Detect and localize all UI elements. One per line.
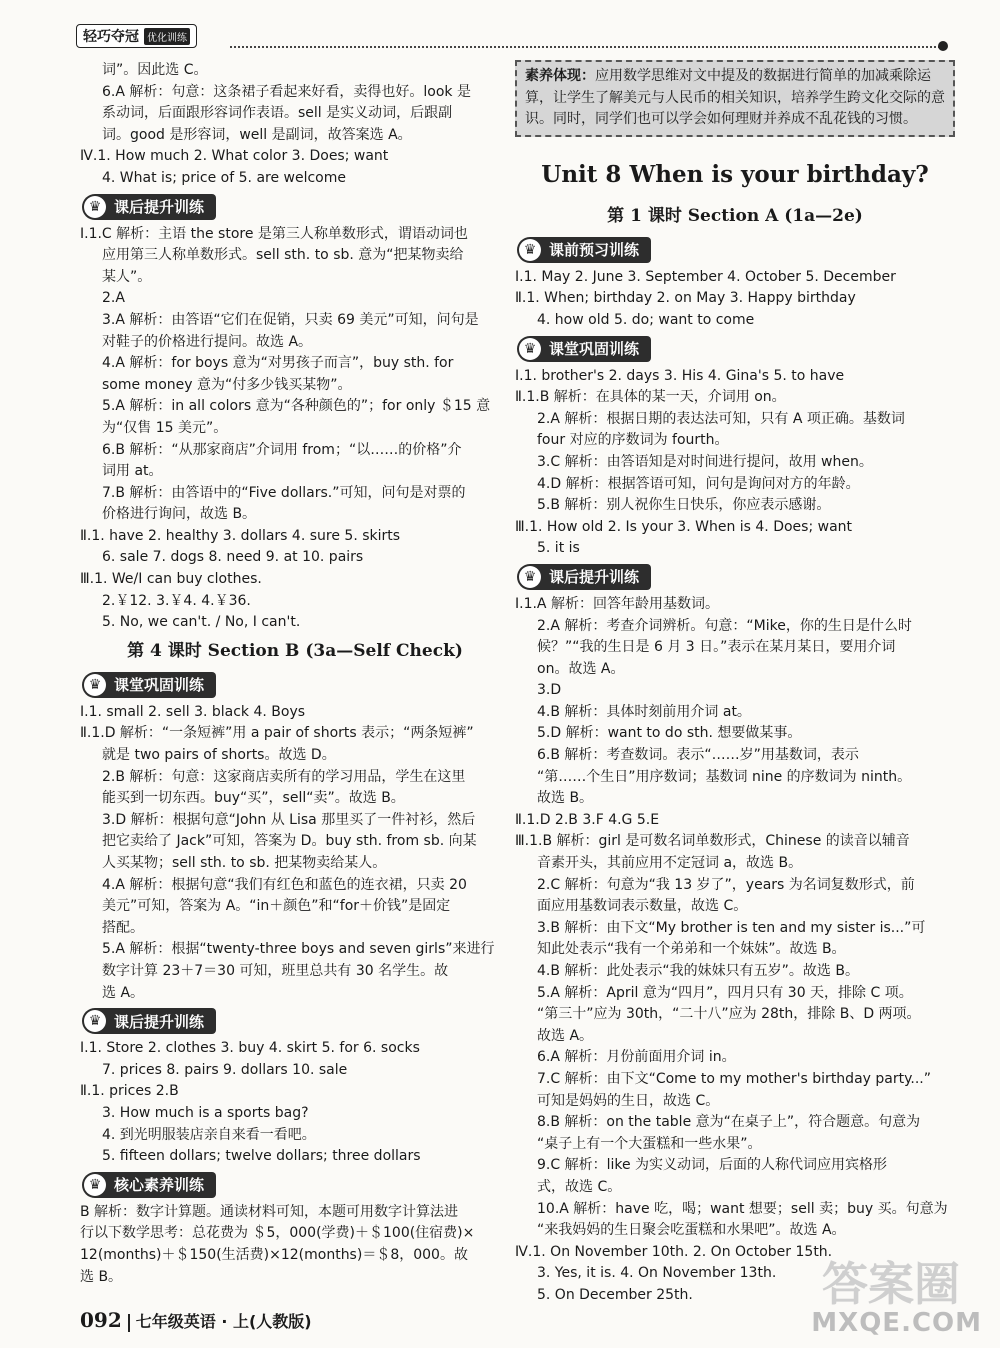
watermark-text: MXQE.COM — [811, 1308, 982, 1338]
answer-line: 搭配。 — [102, 919, 144, 936]
note-box — [515, 60, 955, 137]
answer-line: 某人”。 — [102, 268, 152, 285]
answer-line: “来我妈妈的生日聚会吃蛋糕和水果吧”。故选 A。 — [537, 1222, 846, 1239]
answer-line: 6. sale 7. dogs 8. need 9. at 10. pairs — [102, 549, 364, 566]
answer-line: Ⅰ.1. May 2. June 3. September 4. October 5. December — [515, 268, 896, 285]
answer-line: Ⅰ.1.A 解析：回答年龄用基数词。 — [515, 595, 719, 612]
section-heading — [82, 1172, 216, 1198]
section-heading-label: 课后提升训练 — [549, 568, 640, 587]
answer-line: 知此处表示“我有一个弟弟和一个妹妹”。故选 B。 — [537, 941, 846, 958]
answer-line: 系动词，后面跟形容词作表语。sell 是实义动词，后跟副 — [102, 105, 453, 122]
answer-line: 人买某物；sell sth. to sb. 把某物卖给某人。 — [102, 855, 387, 871]
answer-line: B 解析：数字计算题。通读材料可知，本题可用数字计算法进 — [80, 1203, 459, 1220]
brand-logo-subtitle: 优化训练 — [144, 28, 190, 45]
answer-line: 5. it is — [537, 540, 580, 557]
answer-line: “第……个生日”用序数词；基数词 nine 的序数词为 ninth。 — [537, 768, 912, 785]
answer-line: 4. 到光明服装店亲自来看一看吧。 — [102, 1126, 316, 1143]
answer-line: 对鞋子的价格进行提问。故选 A。 — [102, 333, 313, 350]
header-dot-icon — [938, 41, 948, 51]
answer-line: 可知是妈妈的生日，故选 C。 — [537, 1092, 720, 1109]
crown-icon: ♛ — [519, 239, 541, 261]
answer-line: 音素开头，其前应用不定冠词 a，故选 B。 — [537, 855, 803, 872]
crown-icon: ♛ — [519, 338, 541, 360]
answer-line: 2.A 解析：根据日期的表达法可知，只有 A 项正确。基数词 — [537, 410, 905, 427]
footer-divider — [128, 1314, 130, 1332]
section-heading-label: 课堂巩固训练 — [549, 340, 640, 359]
page-number: 092 — [80, 1308, 122, 1332]
left-column — [80, 60, 510, 1288]
answer-line: Ⅲ.1.B 解析：girl 是可数名词单数形式，Chinese 的读音以辅音 — [515, 833, 910, 850]
answer-line: Ⅱ.1.B 解析：在具体的某一天，介词用 on。 — [515, 389, 786, 406]
answer-line: Ⅱ.1.D 2.B 3.F 4.G 5.E — [515, 811, 660, 828]
answer-line: 9.C 解析：like 为实义动词，后面的人称代词应用宾格形 — [537, 1157, 888, 1174]
section-heading — [82, 672, 216, 698]
answer-line: 价格进行询问，故选 B。 — [102, 506, 257, 523]
crown-icon: ♛ — [84, 1174, 106, 1196]
book-title: 七年级英语 · 上(人教版) — [135, 1312, 312, 1331]
answer-line: 应用第三人称单数形式。sell sth. to sb. 意为“把某物卖给 — [102, 247, 464, 264]
section-heading — [517, 336, 651, 362]
answer-line: 3. Yes, it is. 4. On November 13th. — [537, 1265, 777, 1282]
answer-line: 4.B 解析：此处表示“我的妹妹只有五岁”。故选 B。 — [537, 963, 859, 979]
page-header — [0, 0, 1000, 50]
answer-line: 6.B 解析：“从那家商店”介词用 from；“以……的价格”介 — [102, 441, 462, 458]
answer-line: 把它卖给了 Jack”可知，答案为 D。buy sth. from sb. 向某 — [102, 833, 477, 850]
answer-line: 5.A 解析：根据“twenty-three boys and seven girls”来进行 — [102, 941, 495, 958]
answer-line: 4. how old 5. do; want to come — [537, 311, 755, 328]
note-label: 素养体现： — [525, 68, 595, 84]
answer-line: 数字计算 23＋7＝30 可知，班里总共有 30 名学生。故 — [102, 962, 449, 979]
answer-line: Ⅰ.1.C 解析：主语 the store 是第三人称单数形式，谓语动词也 — [80, 225, 468, 242]
answer-line: 5. fifteen dollars; twelve dollars; three dollars — [102, 1148, 421, 1165]
answer-line: 4.A 解析：根据句意“我们有红色和蓝色的连衣裙，只卖 20 — [102, 876, 467, 893]
section-heading-label: 课堂巩固训练 — [114, 676, 205, 695]
lesson-title: 第 4 课时 Section B (3a—Self Check) — [127, 640, 463, 661]
section-heading — [517, 564, 651, 590]
answer-line: 4.D 解析：根据答语可知，问句是询问对方的年龄。 — [537, 475, 860, 492]
unit-title: Unit 8 When is your birthday? — [541, 160, 929, 188]
answer-line: 7.C 解析：由下文“Come to my mother's birthday party...” — [537, 1070, 931, 1087]
section-heading-label: 课前预习训练 — [549, 241, 640, 260]
answer-line: 2.C 解析：句意为“我 13 岁了”，years 为名词复数形式，前 — [537, 876, 915, 893]
watermark-logo: 答案圈 — [822, 1257, 960, 1311]
answer-line: 4.A 解析：for boys 意为“对男孩子而言”，buy sth. for — [102, 355, 454, 372]
answer-line: 10.A 解析：have 吃，喝；want 想要；sell 卖；buy 买。句意为 — [537, 1200, 948, 1217]
answer-line: 6.A 解析：句意：这条裙子看起来好看，卖得也好。look 是 — [102, 83, 471, 100]
answer-line: 6.A 解析：月份前面用介词 in。 — [537, 1049, 736, 1066]
section-heading-label: 核心素养训练 — [114, 1176, 205, 1195]
answer-line: 词”。因此选 C。 — [102, 62, 208, 78]
answer-line: four 对应的序数词为 fourth。 — [537, 432, 729, 449]
answer-line: 3.C 解析：由答语知是对时间进行提问，故用 when。 — [537, 453, 873, 470]
crown-icon: ♛ — [84, 1010, 106, 1032]
section-heading — [82, 1008, 216, 1034]
note-text: 应用数学思维对文中提及的数据进行简单的加减乘除运算，让学生了解美元与人民币的相关知识，培养学生跨文化交际的意识。同时，同学们也可以学会如何理财并养成不乱花钱的习惯。 — [525, 68, 945, 128]
answer-line: Ⅱ.1. When; birthday 2. on May 3. Happy birthday — [515, 290, 856, 307]
answer-line: 2.B 解析：句意：这家商店卖所有的学习用品，学生在这里 — [102, 768, 466, 785]
answer-line: 4.B 解析：具体时刻前用介词 at。 — [537, 703, 751, 720]
answer-line: 7. prices 8. pairs 9. dollars 10. sale — [102, 1061, 348, 1078]
lesson-title: 第 1 课时 Section A (1a—2e) — [607, 205, 863, 226]
answer-line: 2.A — [102, 290, 125, 307]
crown-icon: ♛ — [519, 566, 541, 588]
section-heading-label: 课后提升训练 — [114, 198, 205, 217]
answer-line: “桌子上有一个大蛋糕和一些水果”。 — [537, 1135, 762, 1152]
answer-line: 词用 at。 — [102, 463, 163, 480]
section-heading — [517, 237, 651, 263]
answer-line: “第三十”应为 30th，“二十八”应为 28th，排除 B、D 两项。 — [537, 1006, 921, 1023]
answer-line: 7.B 解析：由答语中的“Five dollars.”可知，问句是对票的 — [102, 484, 466, 501]
answer-line: 行以下数学思考：总花费为 ＄5，000(学费)＋＄100(住宿费)× — [80, 1225, 475, 1242]
answer-line: 候？”“我的生日是 6 月 3 日。”表示在某月某日，要用介词 — [537, 639, 896, 656]
answer-line: Ⅲ.1. How old 2. Is your 3. When is 4. Does; want — [515, 518, 853, 535]
answer-line: 3.D — [537, 682, 562, 699]
section-heading-label: 课后提升训练 — [114, 1012, 205, 1031]
crown-icon: ♛ — [84, 674, 106, 696]
brand-logo — [76, 24, 197, 48]
answer-line: 2.A 解析：考查介词辨析。句意：“Mike，你的生日是什么时 — [537, 617, 912, 634]
answer-line: Ⅱ.1.D 解析：“一条短裤”用 a pair of shorts 表示；“两条短裤” — [80, 725, 474, 742]
answer-line: Ⅱ.1. have 2. healthy 3. dollars 4. sure 5. skirts — [80, 527, 401, 544]
answer-line: 2.￥12. 3.￥4. 4.￥36. — [102, 592, 251, 609]
page-footer — [80, 1308, 312, 1332]
answer-line: 能买到一切东西。buy“买”，sell“卖”。故选 B。 — [102, 790, 405, 807]
section-heading — [82, 194, 216, 220]
answer-line: 为“仅售 15 美元”。 — [102, 419, 228, 436]
crown-icon: ♛ — [84, 196, 106, 218]
answer-line: 3.B 解析：由下文“My brother is ten and my sister is...”可 — [537, 919, 926, 936]
answer-line: Ⅳ.1. On November 10th. 2. On October 15th. — [515, 1243, 833, 1260]
answer-line: 3. How much is a sports bag? — [102, 1104, 309, 1121]
header-rule — [230, 46, 940, 48]
answer-line: Ⅳ.1. How much 2. What color 3. Does; want — [80, 148, 389, 165]
answer-line: 12(months)＋＄150(生活费)×12(months)＝＄8，000。故 — [80, 1246, 468, 1263]
answer-line: Ⅰ.1. brother's 2. days 3. His 4. Gina's 5. to have — [515, 367, 845, 384]
answer-line: on。故选 A。 — [537, 660, 625, 677]
answer-line: 4. What is; price of 5. are welcome — [102, 169, 346, 186]
answer-line: 5.A 解析：April 意为“四月”，四月只有 30 天，排除 C 项。 — [537, 984, 913, 1001]
answer-line: 美元”可知，答案为 A。“in＋颜色”和“for＋价钱”是固定 — [102, 898, 451, 915]
answer-line: 选 A。 — [102, 984, 145, 1001]
answer-line: 5. On December 25th. — [537, 1286, 693, 1303]
answer-line: 5.D 解析：want to do sth. 想要做某事。 — [537, 725, 802, 742]
answer-line: Ⅲ.1. We/I can buy clothes. — [80, 571, 262, 588]
answer-line: 面应用基数词表示数量，故选 C。 — [537, 898, 748, 915]
brand-logo-text: 轻巧夺冠 — [83, 29, 139, 45]
answer-line: 故选 B。 — [537, 790, 594, 807]
answer-line: 式，故选 C。 — [537, 1178, 622, 1195]
answer-line: 6.B 解析：考查数词。表示“……岁”用基数词，表示 — [537, 747, 859, 764]
answer-line: Ⅱ.1. prices 2.B — [80, 1083, 179, 1100]
answer-line: Ⅰ.1. Store 2. clothes 3. buy 4. skirt 5. for 6. socks — [80, 1040, 420, 1057]
answer-line: 3.D 解析：根据句意“John 从 Lisa 那里买了一件衬衫，然后 — [102, 811, 476, 828]
answer-line: Ⅰ.1. small 2. sell 3. black 4. Boys — [80, 703, 306, 720]
answer-line: 词。good 是形容词，well 是副词，故答案选 A。 — [102, 126, 412, 143]
answer-line: 就是 two pairs of shorts。故选 D。 — [102, 747, 336, 764]
answer-line: 故选 A。 — [537, 1027, 594, 1044]
answer-line: 5. No, we can't. / No, I can't. — [102, 614, 301, 631]
answer-line: 5.B 解析：别人祝你生日快乐，你应表示感谢。 — [537, 497, 831, 514]
answer-line: 选 B。 — [80, 1268, 123, 1285]
answer-line: 5.A 解析：in all colors 意为“各种颜色的”；for only ＄15 意 — [102, 398, 491, 415]
answer-line: 3.A 解析：由答语“它们在促销，只卖 69 美元”可知，问句是 — [102, 311, 479, 328]
answer-line: some money 意为“付多少钱买某物”。 — [102, 376, 352, 393]
answer-line: 8.B 解析：on the table 意为“在桌子上”，符合题意。句意为 — [537, 1114, 921, 1131]
right-column — [515, 60, 955, 1307]
right-column-content — [515, 151, 955, 1307]
